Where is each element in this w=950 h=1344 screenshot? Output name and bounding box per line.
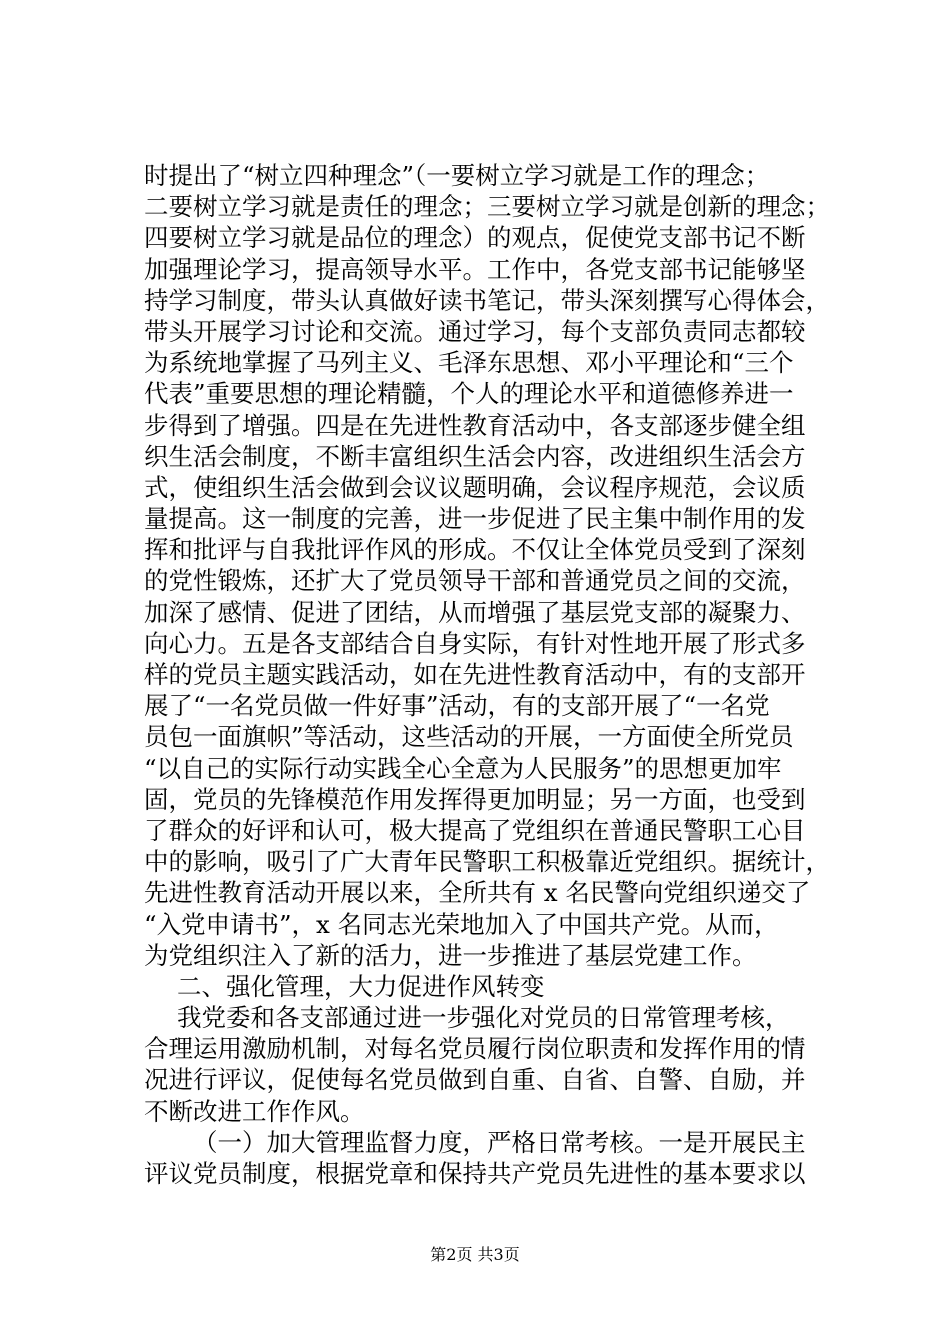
text-line: 样的党员主题实践活动，如在先进性教育活动中，有的支部开: [144, 660, 806, 689]
text-line: 式，使组织生活会做到会议议题明确，会议程序规范，会议质: [144, 472, 806, 502]
text-line: “入党申请书”，x 名同志光荣地加入了中国共产党。从而，: [144, 909, 779, 939]
subsection-heading-line: （一）加大管理监督力度，严格日常考核。一是开展民主: [193, 1127, 806, 1157]
text-line: 了群众的好评和认可，极大提高了党组织在普通民警职工心目: [144, 815, 806, 845]
text-line: 为系统地掌握了马列主义、毛泽东思想、邓小平理论和“三个: [144, 348, 794, 378]
text-line: 加深了感情、促进了团结，从而增强了基层党支部的凝聚力、: [144, 597, 806, 627]
text-line: 员包一面旗帜”等活动，这些活动的开展，一方面使全所党员: [144, 722, 794, 752]
text-line: 我党委和各支部通过进一步强化对党员的日常管理考核，: [177, 1003, 790, 1033]
text-line: 中的影响，吸引了广大青年民警职工积极靠近党组织。据统计，: [144, 847, 830, 877]
text-line: 不断改进工作作风。: [144, 1096, 365, 1126]
text-line: 步得到了增强。四是在先进性教育活动中，各支部逐步健全组: [144, 410, 806, 440]
text-line: 二要树立学习就是责任的理念；三要树立学习就是创新的理念；: [144, 192, 830, 222]
document-body: [144, 160, 844, 1189]
text-line: 时提出了“树立四种理念”（一要树立学习就是工作的理念；: [144, 161, 770, 190]
text-line: 合理运用激励机制，对每名党员履行岗位职责和发挥作用的情: [144, 1034, 806, 1064]
text-line: 挥和批评与自我批评作风的形成。不仅让全体党员受到了深刻: [144, 535, 806, 565]
text-line: 评议党员制度，根据党章和保持共产党员先进性的基本要求以: [144, 1159, 806, 1188]
text-line: 持学习制度，带头认真做好读书笔记，带头深刻撰写心得体会，: [144, 285, 830, 315]
text-line: 向心力。五是各支部结合自身实际，有针对性地开展了形式多: [144, 628, 806, 658]
text-line: 织生活会制度，不断丰富组织生活会内容，改进组织生活会方: [144, 441, 806, 471]
text-line: 量提高。这一制度的完善，进一步促进了民主集中制作用的发: [144, 504, 806, 534]
text-line: 先进性教育活动开展以来，全所共有 x 名民警向党组织递交了: [144, 878, 811, 908]
text-line: 为党组织注入了新的活力，进一步推进了基层党建工作。: [144, 940, 757, 970]
text-line: 代表”重要思想的理论精髓，个人的理论水平和道德修养进一: [144, 379, 794, 409]
text-line: 况进行评议，促使每名党员做到自重、自省、自警、自励，并: [144, 1065, 806, 1095]
text-line: 带头开展学习讨论和交流。通过学习，每个支部负责同志都较: [144, 316, 806, 346]
text-line: 加强理论学习，提高领导水平。工作中，各党支部书记能够坚: [144, 254, 806, 284]
text-line: “以自己的实际行动实践全心全意为人民服务”的思想更加牢: [144, 753, 782, 783]
text-line: 展了“一名党员做一件好事”活动，有的支部开展了“一名党: [144, 691, 770, 721]
text-line: 固，党员的先锋模范作用发挥得更加明显；另一方面，也受到: [144, 784, 806, 814]
page-number-footer: 第2页 共3页: [430, 1245, 520, 1264]
text-line: 四要树立学习就是品位的理念）的观点，促使党支部书记不断: [144, 223, 806, 253]
text-line: 的党性锻炼，还扩大了党员领导干部和普通党员之间的交流，: [144, 566, 806, 596]
section-heading: 二、强化管理，大力促进作风转变: [177, 971, 545, 1001]
